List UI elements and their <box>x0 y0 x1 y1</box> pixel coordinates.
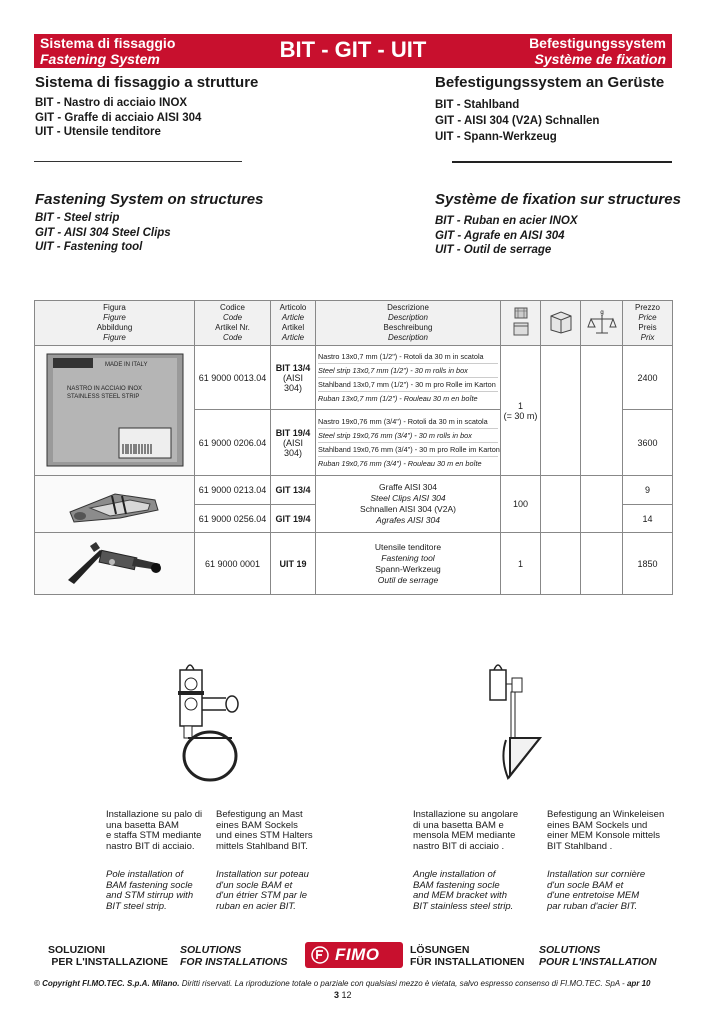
article-cell: UIT 19 <box>271 533 316 595</box>
fimo-logo <box>305 942 403 968</box>
logo-text: FIMO <box>335 945 380 964</box>
git-description: Graffe AISI 304 Steel Clips AISI 304 Schnallen AISI 304 (V2A) Agrafes AISI 304 <box>316 476 501 533</box>
caption-pole-en: Pole installation of BAM fastening socle and STM stirrup with BIT steel strip. <box>106 869 194 912</box>
svg-text:g: g <box>599 309 604 316</box>
caption-pole-de: Befestigung an Mast eines BAM Sockels und eines STM Halters mittels Stahlband BIT. <box>216 809 313 852</box>
copyright-text: Diritti riservati. La riproduzione totale o parziale con qualsiasi mezzo è vietata, salvo espresso consenso di FI.MO.TEC. SpA - <box>181 979 625 988</box>
article-cell: GIT 19/4 <box>271 505 316 533</box>
package-cell <box>541 476 581 533</box>
steel-clip-image <box>60 478 170 528</box>
header-figura: Figura Figure Abbildung Figure <box>35 301 195 346</box>
price-cell: 14 <box>623 505 673 533</box>
article-cell: GIT 13/4 <box>271 476 316 505</box>
line: BIT - Steel strip <box>35 212 120 224</box>
fastening-tool-image <box>60 538 170 588</box>
line: UIT - Outil de serrage <box>435 244 552 256</box>
steel-strip-box-image <box>45 352 185 468</box>
box-quantity-icon <box>501 301 541 346</box>
footer-soluzioni: SOLUZIONI PER L'INSTALLAZIONE <box>48 944 168 968</box>
copyright-line <box>34 979 694 988</box>
weight-cell <box>581 533 623 595</box>
line: UIT - Utensile tenditore <box>35 126 161 138</box>
header-left-en: Fastening System <box>40 51 160 67</box>
uit-tool-photo <box>35 533 195 595</box>
page-title: BIT - GIT - UIT <box>279 37 427 62</box>
description-cell: Nastro 19x0,76 mm (3/4") - Rotoli da 30 m in scatola Steel strip 19x0,76 mm (3/4") - 30 m rolls in box Stahlband 19x0,76 mm (3/4") - 30 m pro Rolle im Karton Ruban 19x0,76 mm (3/4") - Rouleau 30 m en boîte <box>316 410 501 476</box>
line: GIT - Graffe di acciaio AISI 304 <box>35 111 202 124</box>
line: BIT - Stahlband <box>435 99 520 111</box>
copyright-owner: © Copyright FI.MO.TEC. S.p.A. Milano. <box>34 979 180 988</box>
header-prezzo: Prezzo Price Preis Prix <box>623 301 673 346</box>
angle-installation-diagram <box>480 658 560 788</box>
product-table <box>34 300 672 595</box>
git-quantity: 100 <box>501 476 541 533</box>
caption-angle-de: Befestigung an Winkeleisen eines BAM Sockels und einer MEM Konsole mittels BIT Stahlband . <box>547 809 665 852</box>
weight-cell <box>581 346 623 476</box>
line: UIT - Spann-Werkzeug <box>435 131 557 143</box>
header-right-fr: Système de fixation <box>534 51 666 67</box>
header-codice: Codice Code Artikel Nr. Code <box>195 301 271 346</box>
caption-angle-it: Installazione su angolare di una basetta BAM e mensola MEM mediante nastro BIT di acciaio . <box>413 809 519 852</box>
section-title-it: Sistema di fissaggio a strutture <box>35 74 259 91</box>
weight-cell <box>581 476 623 533</box>
header-left-it: Sistema di fissaggio <box>40 35 176 51</box>
price-cell: 9 <box>623 476 673 505</box>
footer-solutions-fr: SOLUTIONS POUR L'INSTALLATION <box>539 944 657 968</box>
caption-pole-it: Installazione su palo di una basetta BAM e staffa STM mediante nastro BIT di acciaio. <box>106 809 203 852</box>
header-descrizione: Descrizione Description Beschreibung Description <box>316 301 501 346</box>
copyright-date: apr 10 <box>626 979 651 988</box>
line: GIT - AISI 304 Steel Clips <box>35 226 171 239</box>
footer-losungen: LÖSUNGEN FÜR INSTALLATIONEN <box>410 944 525 968</box>
section-lines-it <box>35 96 201 140</box>
footer-solutions-en: SOLUTIONS FOR INSTALLATIONS <box>180 944 288 968</box>
article-cell: BIT 19/4 (AISI 304) <box>271 410 316 476</box>
price-cell: 3600 <box>623 410 673 476</box>
svg-text:STAINLESS STEEL STRIP: STAINLESS STEEL STRIP <box>66 393 139 400</box>
line: GIT - AISI 304 (V2A) Schnallen <box>435 115 600 127</box>
caption-angle-en: Angle installation of BAM fastening socle and MEM bracket with BIT stainless steel strip. <box>413 869 514 912</box>
svg-text:MADE IN ITALY: MADE IN ITALY <box>104 361 147 368</box>
git-clip-photo <box>35 476 195 533</box>
weight-scale-icon <box>581 301 623 346</box>
header-band <box>34 34 672 68</box>
line: BIT - Nastro di acciaio INOX <box>35 97 188 109</box>
header-right-de: Befestigungssystem <box>529 35 666 51</box>
section-title-de: Befestigungssystem an Gerüste <box>435 74 665 91</box>
uit-description: Utensile tenditore Fastening tool Spann-Werkzeug Outil de serrage <box>316 533 501 595</box>
description-cell: Nastro 13x0,7 mm (1/2") - Rotoli da 30 m in scatola Steel strip 13x0,7 mm (1/2") - 30 m rolls in box Stahlband 13x0,7 mm (1/2") - 30 m pro Rolle im Karton Ruban 13x0,7 mm (1/2") - Rouleau 30 m en boîte <box>316 346 501 410</box>
section-lines-de <box>435 97 599 145</box>
package-cell <box>541 533 581 595</box>
divider <box>34 161 242 162</box>
package-cell <box>541 346 581 476</box>
line: BIT - Ruban en acier INOX <box>435 215 578 227</box>
header-articolo: Articolo Article Artikel Article <box>271 301 316 346</box>
line: UIT - Fastening tool <box>35 241 143 253</box>
code-cell: 61 9000 0213.04 <box>195 476 271 505</box>
pole-installation-diagram <box>170 658 260 788</box>
page-number: 3 12 <box>334 990 352 1000</box>
caption-angle-fr: Installation sur cornière d'un socle BAM et d'une entretoise MEM par ruban d'acier BIT. <box>547 869 646 912</box>
section-lines-en <box>35 211 171 255</box>
line: GIT - Agrafe en AISI 304 <box>435 229 565 242</box>
bit-strip-photo <box>35 346 195 476</box>
section-title-fr: Système de fixation sur structures <box>435 191 681 208</box>
code-cell: 61 9000 0001 <box>195 533 271 595</box>
uit-quantity: 1 <box>501 533 541 595</box>
article-cell: BIT 13/4 (AISI 304) <box>271 346 316 410</box>
section-title-en: Fastening System on structures <box>35 191 264 208</box>
code-cell: 61 9000 0256.04 <box>195 505 271 533</box>
package-icon <box>541 301 581 346</box>
bit-quantity: 1 (= 30 m) <box>501 346 541 476</box>
price-cell: 2400 <box>623 346 673 410</box>
code-cell: 61 9000 0206.04 <box>195 410 271 476</box>
svg-text:NASTRO IN ACCIAIO INOX: NASTRO IN ACCIAIO INOX <box>66 385 142 392</box>
section-lines-fr <box>435 214 578 258</box>
divider <box>452 161 672 163</box>
code-cell: 61 9000 0013.04 <box>195 346 271 410</box>
price-cell: 1850 <box>623 533 673 595</box>
fimo-logo-icon <box>311 946 329 964</box>
caption-pole-fr: Installation sur poteau d'un socle BAM et d'un étrier STM par le ruban en acier BIT. <box>216 869 309 912</box>
